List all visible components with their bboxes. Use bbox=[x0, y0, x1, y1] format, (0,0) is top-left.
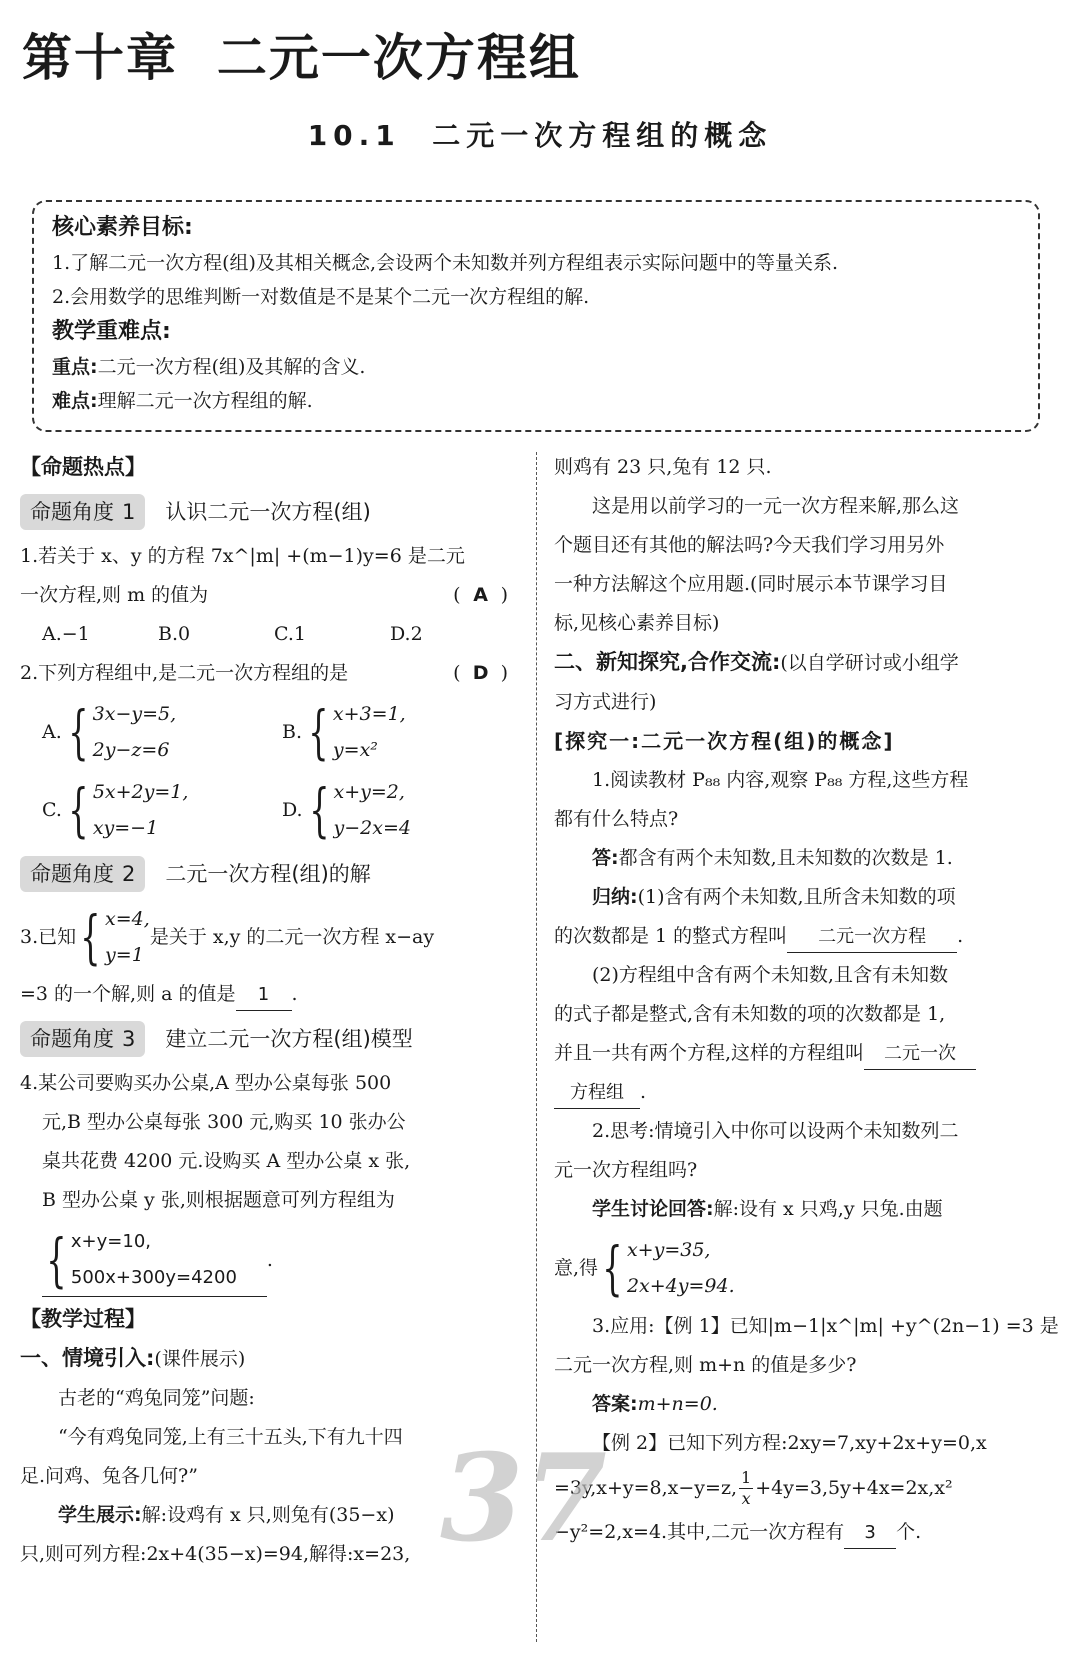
left-column bbox=[20, 448, 520, 1574]
key-point-line bbox=[52, 350, 1020, 384]
question-3: 3.已知 { x=4, y=1 是关于 x,y 的二元一次方程 x−ay bbox=[20, 903, 435, 971]
question-1-answer: A bbox=[473, 584, 488, 606]
student-display: 学生展示:解:设鸡有 x 只,则兔有(35−x) bbox=[58, 1504, 395, 1526]
summary-line-cont: 方程组 . bbox=[554, 1073, 1064, 1112]
explore-heading-cont: 习方式进行) bbox=[554, 691, 657, 713]
discussion-line: 学生讨论回答:解:设有 x 只鸡,y 只兔.由题 bbox=[592, 1198, 943, 1220]
intro-heading-line: 一、情境引入:(课件展示) bbox=[20, 1346, 246, 1370]
example-2-cont: −y²=2,x=4.其中,二元一次方程有 3 个. bbox=[554, 1513, 1064, 1552]
fill-blank: 二元一次方程 bbox=[787, 922, 957, 953]
option: C. { 5x+2y=1, xy=−1 bbox=[42, 776, 189, 844]
key-point-text: 二元一次方程(组)及其解的含义. bbox=[97, 356, 366, 378]
paragraph: 2.思考:情境引入中你可以设两个未知数列二 bbox=[592, 1120, 959, 1142]
core-objectives-heading: 核心素养目标: bbox=[52, 215, 193, 240]
application-line: 3.应用:【例 1】已知|m−1|x^|m| +y^(2n−1) =3 是 bbox=[592, 1315, 1059, 1337]
paragraph: 一种方法解这个应用题.(同时展示本节课学习目 bbox=[554, 573, 948, 595]
page-number: 37 bbox=[440, 1428, 607, 1569]
answer-paren: ( D ) bbox=[453, 654, 508, 693]
objectives-box bbox=[32, 200, 1040, 432]
fill-blank: 方程组 bbox=[554, 1078, 640, 1109]
question-4-answer: { x+y=10, 500x+300y=4200 . bbox=[20, 1220, 520, 1300]
answer-line: 答:都含有两个未知数,且未知数的次数是 1. bbox=[592, 847, 953, 869]
difficult-point-label: 难点: bbox=[52, 390, 98, 412]
angle-title: 认识二元一次方程(组) bbox=[165, 499, 371, 524]
option: C.1 bbox=[274, 623, 306, 645]
hot-topics-heading: 【命题热点】 bbox=[20, 455, 146, 479]
discussion-system: 意,得 { x+y=35, 2x+4y=94. bbox=[554, 1234, 735, 1302]
angle-1-row bbox=[20, 489, 520, 535]
right-column bbox=[554, 448, 1064, 1552]
example-2: 【例 2】已知下列方程:2xy=7,xy+2x+y=0,x bbox=[592, 1432, 987, 1454]
core-objective-item: 1.了解二元一次方程(组)及其相关概念,会设两个未知数并列方程组表示实际问题中的等量关系. bbox=[52, 252, 839, 274]
option: B.0 bbox=[158, 623, 191, 645]
section-title: 10.1 二元一次方程组的概念 bbox=[307, 119, 773, 152]
option: B. { x+3=1, y=x² bbox=[282, 698, 406, 766]
fraction: $\frac{1}{x}$ bbox=[741, 1467, 752, 1508]
key-points-heading: 教学重难点: bbox=[52, 319, 171, 344]
paragraph: 1.阅读教材 P₈₈ 内容,观察 P₈₈ 方程,这些方程 bbox=[592, 769, 969, 791]
summary-line-cont: 的次数都是 1 的整式方程叫 二元一次方程 . bbox=[554, 917, 1064, 956]
summary-line: 归纳:(1)含有两个未知数,且所含未知数的项 bbox=[592, 886, 956, 908]
paragraph: 则鸡有 23 只,兔有 12 只. bbox=[554, 456, 772, 478]
application-answer: 答案:m+n=0. bbox=[592, 1393, 718, 1415]
difficult-point-line bbox=[52, 384, 1020, 418]
explore-heading-line: 二、新知探究,合作交流:(以自学研讨或小组学 bbox=[554, 650, 959, 674]
student-display-cont: 只,则可列方程:2x+4(35−x)=94,解得:x=23, bbox=[20, 1543, 411, 1565]
question-1-cont: 一次方程,则 m 的值为 ( A ) bbox=[20, 576, 520, 615]
fill-blank: 二元一次 bbox=[864, 1039, 976, 1070]
angle-2-row bbox=[20, 851, 520, 897]
example-2-cont: =3y,x+y=8,x−y=z, $\frac{1}{x}$ +4y=3,5y+4x=2x,x² bbox=[554, 1467, 953, 1508]
application-line-cont: 二元一次方程,则 m+n 的值是多少? bbox=[554, 1354, 857, 1376]
core-objective-item: 2.会用数学的思维判断一对数值是不是某个二元一次方程组的解. bbox=[52, 286, 590, 308]
angle-badge: 命题角度 2 bbox=[20, 856, 145, 892]
question-4: 4.某公司要购买办公桌,A 型办公桌每张 500 bbox=[20, 1072, 392, 1094]
difficult-point-text: 理解二元一次方程组的解. bbox=[97, 390, 313, 412]
paragraph: 这是用以前学习的一元一次方程来解,那么这 bbox=[592, 495, 960, 517]
teaching-process-heading: 【教学过程】 bbox=[20, 1307, 146, 1331]
answer-paren: ( A ) bbox=[453, 576, 508, 615]
explore-1-heading: [探究一:二元一次方程(组)的概念] bbox=[554, 729, 895, 753]
key-point-label: 重点: bbox=[52, 356, 98, 378]
summary-line: (2)方程组中含有两个未知数,且含有未知数 bbox=[592, 964, 948, 986]
option: A.−1 bbox=[42, 623, 90, 645]
question-1-options bbox=[20, 615, 520, 654]
question-3-answer: 1 bbox=[236, 980, 292, 1011]
summary-line-cont: 并且一共有两个方程,这样的方程组叫 二元一次 bbox=[554, 1034, 1064, 1073]
summary-line-cont: 的式子都是整式,含有未知数的项的次数都是 1, bbox=[554, 1003, 946, 1025]
paragraph: 都有什么特点? bbox=[554, 808, 679, 830]
paragraph: 标,见核心素养目标) bbox=[554, 612, 720, 634]
question-4-cont: B 型办公桌 y 张,则根据题意可列方程组为 bbox=[42, 1189, 395, 1211]
intro-paragraph: 古老的“鸡兔同笼”问题: bbox=[58, 1387, 255, 1409]
question-1: 1.若关于 x、y 的方程 7x^|m| +(m−1)y=6 是二元 bbox=[20, 545, 465, 567]
intro-paragraph-cont: 足.问鸡、兔各几何?” bbox=[20, 1465, 198, 1487]
question-2-options bbox=[20, 693, 520, 849]
paragraph: 个题目还有其他的解法吗?今天我们学习用另外 bbox=[554, 534, 945, 556]
chapter-title: 第十章 二元一次方程组 bbox=[22, 29, 581, 87]
angle-3-row bbox=[20, 1016, 520, 1062]
question-2: 2.下列方程组中,是二元一次方程组的是 ( D ) bbox=[20, 654, 520, 693]
option: D. { x+y=2, y−2x=4 bbox=[282, 776, 411, 844]
angle-badge: 命题角度 3 bbox=[20, 1021, 145, 1057]
angle-title: 二元一次方程(组)的解 bbox=[165, 861, 371, 886]
question-3-cont: =3 的一个解,则 a 的值是 1 . bbox=[20, 975, 520, 1014]
angle-title: 建立二元一次方程(组)模型 bbox=[165, 1026, 413, 1051]
option: A. { 3x−y=5, 2y−z=6 bbox=[42, 698, 177, 766]
question-4-cont: 元,B 型办公桌每张 300 元,购买 10 张办公 bbox=[42, 1111, 406, 1133]
angle-badge: 命题角度 1 bbox=[20, 494, 145, 530]
question-2-answer: D bbox=[472, 662, 489, 684]
option: D.2 bbox=[390, 623, 423, 645]
fill-blank: 3 bbox=[844, 1518, 896, 1549]
intro-paragraph: “今有鸡兔同笼,上有三十五头,下有九十四 bbox=[58, 1426, 403, 1448]
question-4-cont: 桌共花费 4200 元.设购买 A 型办公桌 x 张, bbox=[42, 1150, 411, 1172]
paragraph: 元一次方程组吗? bbox=[554, 1159, 698, 1181]
